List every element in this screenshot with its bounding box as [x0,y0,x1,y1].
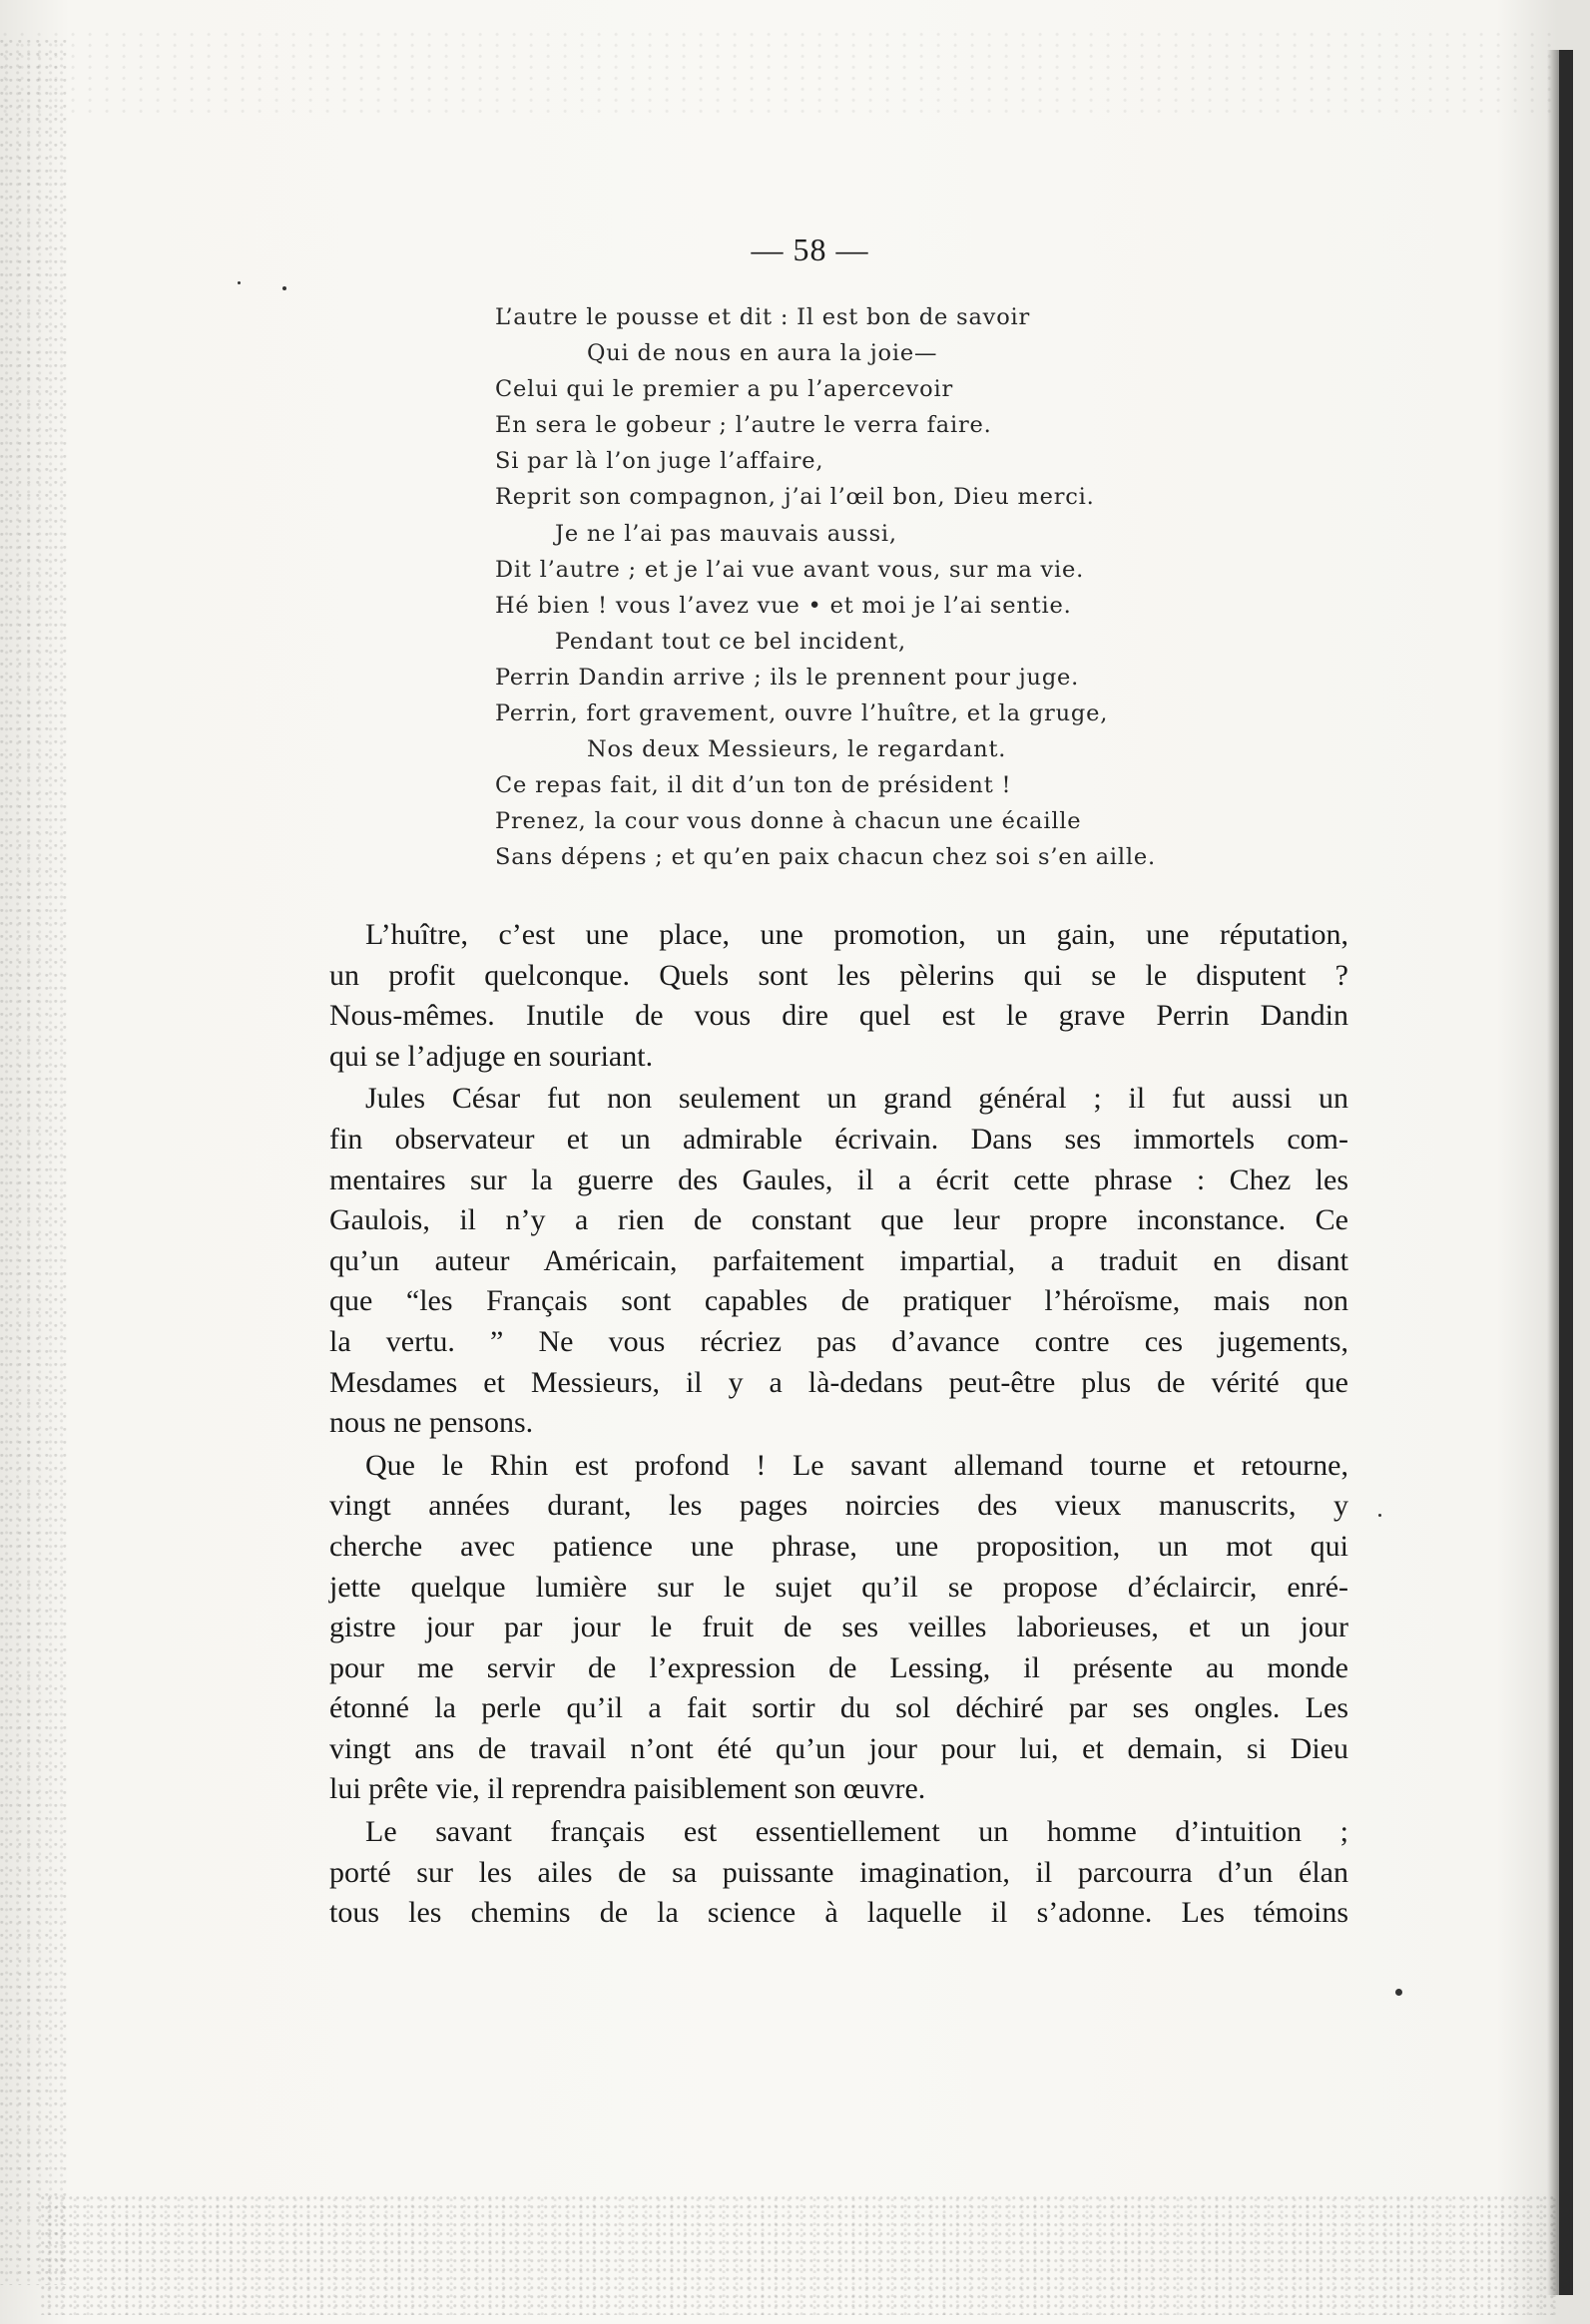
poem-line: L’autre le pousse et dit : Il est bon de savoir [495,304,1031,330]
text-line: Gaulois, il n’y a rien de constant que leur propre inconstance. Ce [329,1203,1348,1237]
paragraph-rhin [329,1446,1348,1810]
scan-noise-bottom [40,2195,1557,2315]
text-line: jette quelque lumière sur le sujet qu’il se propose d’éclaircir, enré- [329,1570,1348,1604]
text-line: tous les chemins de la science à laquelle il s’adonne. Les témoins [329,1896,1348,1930]
binding-shadow [1547,50,1559,2295]
poem-line: Nos deux Messieurs, le regardant. [587,736,1007,763]
ink-speck [238,281,241,284]
poem-line: Perrin, fort gravement, ouvre l’huître, et la gruge, [495,700,1109,727]
text-line: que “les Français sont capables de pratiquer l’héroïsme, mais non [329,1284,1348,1318]
text-line: fin observateur et un admirable écrivain. Dans ses immortels com- [329,1122,1348,1156]
poem-line: Hé bien ! vous l’avez vue • et moi je l’ai sentie. [495,592,1072,619]
text-line: gistre jour par jour le fruit de ses veilles laborieuses, et un jour [329,1611,1348,1644]
text-line: Nous-mêmes. Inutile de vous dire quel est le grave Perrin Dandin [329,999,1348,1033]
text-line: Que le Rhin est profond ! Le savant allemand tourne et retourne, [365,1448,1348,1482]
poem-line: Pendant tout ce bel incident, [555,628,906,655]
poem-line: Dit l’autre ; et je l’ai vue avant vous, sur ma vie. [495,556,1085,583]
text-line: la vertu. ” Ne vous récriez pas d’avance contre ces jugements, [329,1324,1348,1358]
paragraph-cesar [329,1079,1348,1443]
text-line: Jules César fut non seulement un grand général ; il fut aussi un [365,1082,1348,1116]
poem-line: Sans dépens ; et qu’en paix chacun chez soi s’en aille. [495,844,1156,871]
poem-line: Reprit son compagnon, j’ai l’œil bon, Dieu merci. [495,484,1095,511]
scan-noise-top [0,30,1557,120]
text-line: L’huître, c’est une place, une promotion, un gain, une réputation, [365,918,1348,951]
poem-line: Je ne l’ai pas mauvais aussi, [555,520,897,547]
text-line: Le savant français est essentiellement un homme d’intuition ; [365,1815,1348,1849]
poem-line: Si par là l’on juge l’affaire, [495,448,824,475]
text-line: Mesdames et Messieurs, il y a là-dedans peut-être plus de vérité que [329,1365,1348,1399]
ink-speck [1378,1514,1381,1517]
poem-line: Perrin Dandin arrive ; ils le prennent pour juge. [495,664,1080,691]
body-text [329,915,1348,1934]
text-line: qui se l’adjuge en souriant. [329,1039,654,1073]
ink-speck [1395,1989,1402,1996]
text-line: qu’un auteur Américain, parfaitement impartial, a traduit en disant [329,1243,1348,1277]
text-line: étonné la perle qu’il a fait sortir du sol déchiré par ses ongles. Les [329,1691,1348,1725]
text-line: nous ne pensons. [329,1406,534,1440]
text-line: vingt années durant, les pages noircies des vieux manuscrits, y [329,1489,1348,1523]
poem-line: Ce repas fait, il dit d’un ton de président ! [495,772,1012,799]
poem-line: Prenez, la cour vous donne à chacun une écaille [495,808,1082,835]
poem-line: Celui qui le premier a pu l’apercevoir [495,376,954,403]
text-line: mentaires sur la guerre des Gaules, il a écrit cette phrase : Chez les [329,1162,1348,1196]
ink-speck [282,286,286,290]
paragraph-oyster [329,915,1348,1077]
paragraph-savant-francais [329,1812,1348,1934]
scan-noise-left [0,40,70,2285]
poem-line: En sera le gobeur ; l’autre le verra faire. [495,412,992,439]
text-line: vingt ans de travail n’ont été qu’un jour pour lui, et demain, si Dieu [329,1731,1348,1765]
page-number: — 58 — [751,232,869,267]
text-line: cherche avec patience une phrase, une proposition, un mot qui [329,1529,1348,1563]
poem-line: Qui de nous en aura la joie— [587,340,938,367]
text-line: porté sur les ailes de sa puissante imagination, il parcourra d’un élan [329,1855,1348,1889]
text-line: un profit quelconque. Quels sont les pèlerins qui se le disputent ? [329,958,1348,992]
poem-block [495,299,1294,876]
page-edge-dark [1559,50,1573,2295]
text-line: pour me servir de l’expression de Lessing, il présente au monde [329,1650,1348,1684]
text-line: lui prête vie, il reprendra paisiblement son œuvre. [329,1772,926,1806]
